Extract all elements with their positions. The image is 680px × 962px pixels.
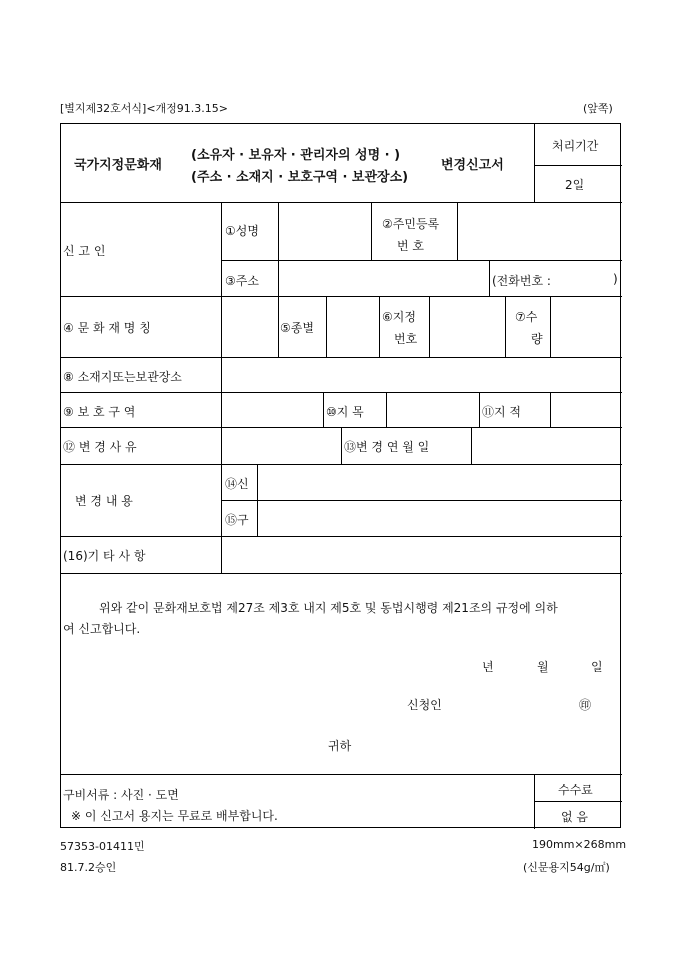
processing-label: 처리기간 [552, 139, 599, 153]
fee-label: 수수료 [558, 783, 593, 797]
title-right: 변경신고서 [441, 158, 504, 173]
reporter-label: 신 고 인 [63, 244, 106, 258]
new-label: ⑭신 [225, 477, 249, 491]
land-type-label: ⑩지 목 [326, 405, 364, 419]
other-label: (16)기 타 사 항 [63, 549, 146, 563]
phone-close: ) [613, 272, 618, 286]
change-date-label: ⑬변 경 연 월 일 [344, 440, 430, 454]
quantity-label-line2: 량 [531, 332, 543, 346]
rrn-label-line2: 번 호 [397, 239, 424, 253]
paper-size: 190mm×268mm [532, 838, 627, 851]
title-middle-line1: (소유자 · 보유자 · 관리자의 성명 · ) [191, 148, 401, 163]
date-year: 년 [482, 660, 494, 674]
seal-mark: ㊞ [579, 698, 592, 712]
designation-label-line1: ⑥지정 [382, 310, 416, 324]
fee-value: 없 음 [561, 810, 588, 824]
date-day: 일 [591, 660, 603, 674]
protection-label: ⑨ 보 호 구 역 [63, 405, 136, 419]
addressee-label: 귀하 [328, 739, 352, 753]
applicant-label: 신청인 [407, 698, 442, 712]
area-label: ⑪지 적 [482, 405, 521, 419]
approval-date: 81.7.2승인 [60, 861, 117, 874]
phone-label: (전화번호 : [492, 274, 551, 288]
kind-label: ⑤종별 [280, 321, 314, 335]
name-label: ①성명 [225, 224, 259, 238]
quantity-label-line1: ⑦수 [515, 310, 538, 324]
free-notice: ※ 이 신고서 용지는 무료로 배부합니다. [71, 809, 278, 823]
date-month: 월 [537, 660, 549, 674]
rrn-label-line1: ②주민등록 [382, 217, 440, 231]
form-number: [별지제32호서식]<개정91.3.15> [60, 102, 229, 115]
change-reason-label: ⑫ 변 경 사 유 [63, 440, 137, 454]
statement-line2: 여 신고합니다. [63, 622, 141, 636]
designation-label-line2: 번호 [394, 332, 418, 346]
change-content-label: 변 경 내 용 [75, 494, 133, 508]
address-label: ③주소 [225, 274, 259, 288]
title-left: 국가지정문화재 [74, 158, 162, 173]
paper-type: (신문용지54g/㎡) [523, 861, 610, 874]
processing-value: 2일 [565, 178, 585, 192]
report-form [60, 123, 621, 828]
side-label: (앞쪽) [583, 102, 613, 115]
title-middle-line2: (주소 · 소재지 · 보호구역 · 보관장소) [191, 170, 409, 185]
required-documents: 구비서류 : 사진 · 도면 [63, 788, 179, 802]
old-label: ⑮구 [225, 513, 249, 527]
location-label: ⑧ 소재지또는보관장소 [63, 370, 182, 384]
heritage-name-label: ④ 문 화 재 명 칭 [63, 321, 151, 335]
form-code: 57353-01411민 [60, 840, 145, 853]
statement-line1: 위와 같이 문화재보호법 제27조 제3호 내지 제5호 및 동법시행령 제21조의 규정에 의하 [99, 601, 558, 615]
